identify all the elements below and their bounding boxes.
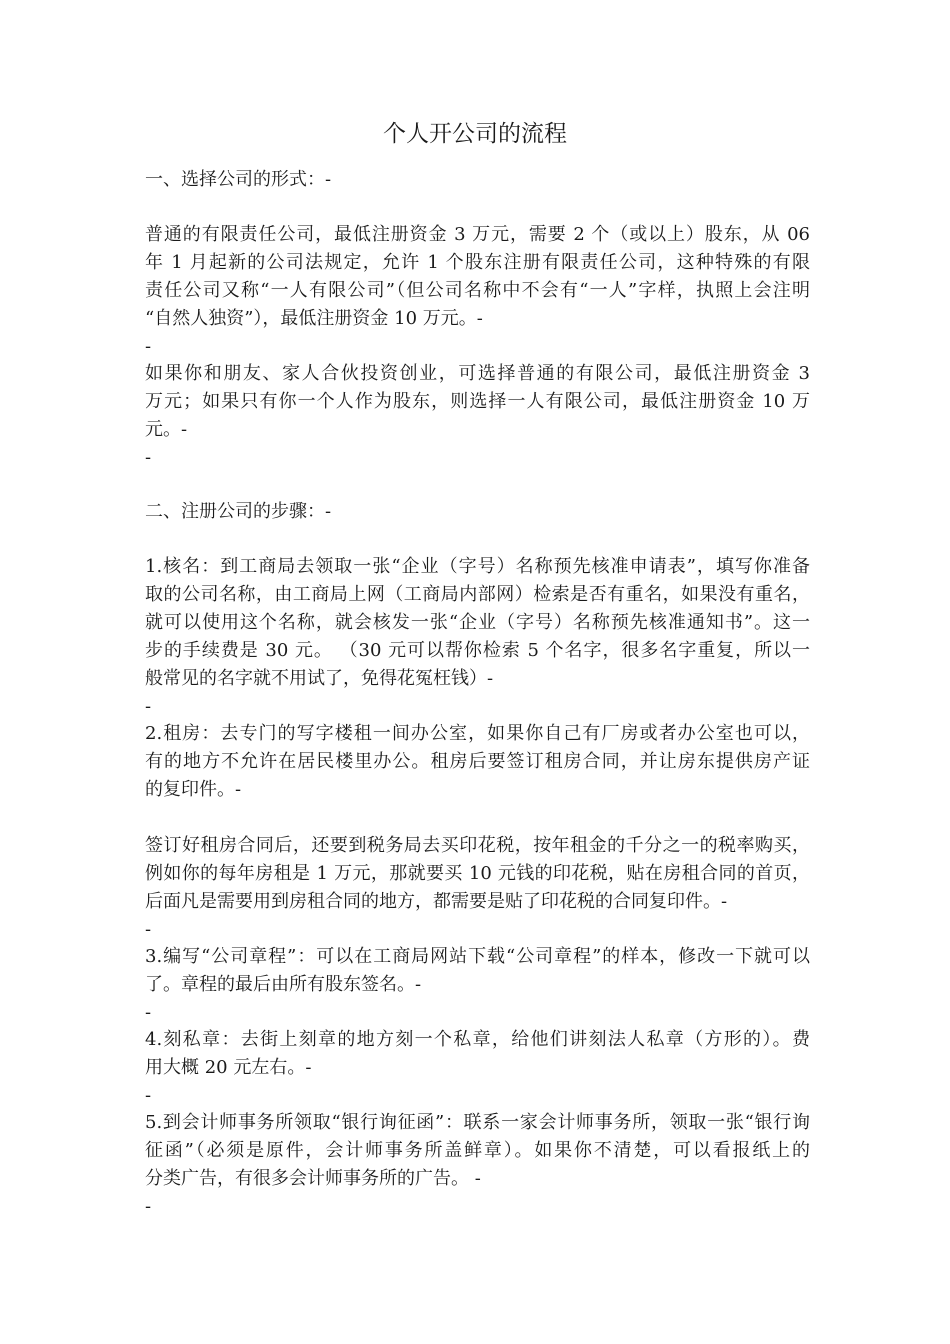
p1-line: “自然人独资”），最低注册资金 10 万元。- xyxy=(145,308,483,329)
p2-line: 万元；如果只有你一个人作为股东，则选择一人有限公司，最低注册资金 10 万 xyxy=(145,391,810,412)
step1-line: 般常见的名字就不用试了，免得花冤枉钱）- xyxy=(145,668,494,689)
document-title: 个人开公司的流程 xyxy=(383,121,567,147)
step3-line: 了。章程的最后由所有股东签名。- xyxy=(145,974,422,995)
dash-marker: - xyxy=(145,336,152,357)
step2b-line: 后面凡是需要用到房租合同的地方，都需要是贴了印花税的合同复印件。- xyxy=(145,891,728,912)
dash-marker: - xyxy=(145,919,152,940)
dash-marker: - xyxy=(145,1002,152,1023)
dash-marker: - xyxy=(145,1085,152,1106)
dash-marker: - xyxy=(145,696,152,717)
p1-line: 年 1 月起新的公司法规定，允许 1 个股东注册有限责任公司，这种特殊的有限 xyxy=(145,252,810,273)
step5-line: 5.到会计师事务所领取“银行询征函”：联系一家会计师事务所，领取一张“银行询 xyxy=(145,1112,810,1133)
step2b-line: 签订好租房合同后，还要到税务局去买印花税，按年租金的千分之一的税率购买， xyxy=(145,835,810,856)
step2-line: 的复印件。- xyxy=(145,779,242,800)
p2-line: 元。- xyxy=(145,419,188,440)
dash-marker: - xyxy=(145,1196,152,1217)
section2-heading: 二、注册公司的步骤：- xyxy=(145,501,332,522)
step1-line: 步的手续费是 30 元。 （30 元可以帮你检索 5 个名字，很多名字重复，所以一 xyxy=(145,640,810,661)
step2-line: 2.租房：去专门的写字楼租一间办公室，如果你自己有厂房或者办公室也可以， xyxy=(145,723,810,744)
p1-line: 普通的有限责任公司，最低注册资金 3 万元，需要 2 个（或以上）股东，从 06 xyxy=(145,224,810,245)
section1-heading: 一、选择公司的形式：- xyxy=(145,169,332,190)
step1-line: 就可以使用这个名称，就会核发一张“企业（字号）名称预先核准通知书”。这一 xyxy=(145,612,810,633)
step1-line: 1.核名：到工商局去领取一张“企业（字号）名称预先核准申请表”，填写你准备 xyxy=(145,556,810,577)
dash-marker: - xyxy=(145,447,152,468)
step5-line: 征函”（必须是原件，会计师事务所盖鲜章）。如果你不清楚，可以看报纸上的 xyxy=(145,1140,810,1161)
p2-line: 如果你和朋友、家人合伙投资创业，可选择普通的有限公司，最低注册资金 3 xyxy=(145,363,810,384)
p1-line: 责任公司又称“一人有限公司”（但公司名称中不会有“一人”字样，执照上会注明 xyxy=(145,280,810,301)
step1-line: 取的公司名称，由工商局上网（工商局内部网）检索是否有重名，如果没有重名， xyxy=(145,584,810,605)
step4-line: 用大概 20 元左右。- xyxy=(145,1057,312,1078)
step3-line: 3.编写“公司章程”：可以在工商局网站下载“公司章程”的样本，修改一下就可以 xyxy=(145,946,810,967)
step4-line: 4.刻私章：去街上刻章的地方刻一个私章，给他们讲刻法人私章（方形的）。费 xyxy=(145,1029,810,1050)
step2b-line: 例如你的每年房租是 1 万元，那就要买 10 元钱的印花税，贴在房租合同的首页， xyxy=(145,863,810,884)
step5-line: 分类广告，有很多会计师事务所的广告。 - xyxy=(145,1168,481,1189)
step2-line: 有的地方不允许在居民楼里办公。租房后要签订租房合同，并让房东提供房产证 xyxy=(145,751,810,772)
